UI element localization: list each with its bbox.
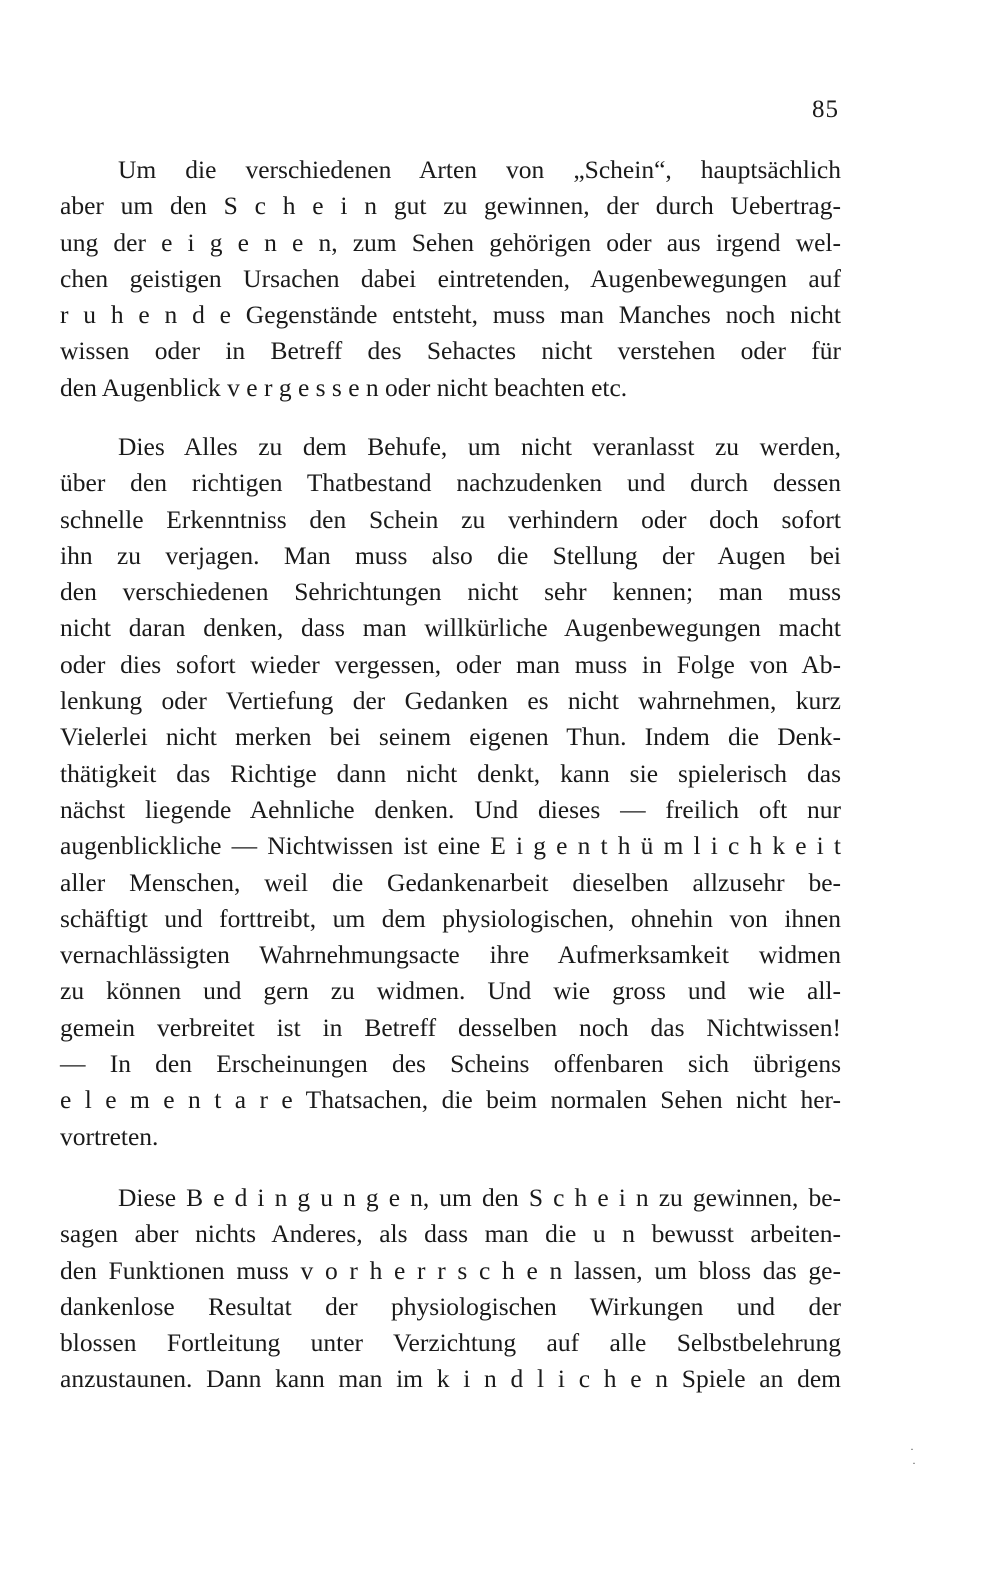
- text-line: Um die verschiedenen Arten von „Schein“, hauptsächlich: [118, 155, 841, 184]
- text-line: nächst liegende Aehnliche denken. Und dieses — freilich oft nur: [60, 794, 841, 824]
- text-line: e l e m e n t a r e Thatsachen, die beim normalen Sehen nicht her-: [60, 1085, 841, 1115]
- text-line: nicht daran denken, dass man willkürliche Augenbewegungen macht: [60, 613, 841, 643]
- text-line: sagen aber nichts Anderes, als dass man die u n bewusst arbeiten-: [60, 1219, 841, 1249]
- text-line: den Funktionen muss v o r h e r r s c h e n lassen, um bloss das ge-: [60, 1255, 841, 1285]
- scan-speck: ·: [912, 1456, 916, 1470]
- paragraph-2: [60, 429, 841, 1155]
- text-line: — In den Erscheinungen des Scheins offenbaren sich übrigens: [60, 1049, 841, 1079]
- text-line: ung der e i g e n e n, zum Sehen gehörigen oder aus irgend wel-: [60, 227, 841, 257]
- text-line: blossen Fortleitung unter Verzichtung auf alle Selbstbelehrung: [60, 1328, 841, 1358]
- text-line: gemein verbreitet ist in Betreff desselben noch das Nichtwissen!: [60, 1012, 841, 1042]
- text-line: dankenlose Resultat der physiologischen Wirkungen und der: [60, 1291, 841, 1321]
- text-line: zu können und gern zu widmen. Und wie gross und wie all-: [60, 976, 841, 1006]
- text-line: anzustaunen. Dann kann man im k i n d l i c h e n Spiele an dem: [60, 1364, 841, 1394]
- text-line: aller Menschen, weil die Gedankenarbeit dieselben allzusehr be-: [60, 867, 841, 897]
- text-line: r u h e n d e Gegenstände entsteht, muss man Manches noch nicht: [60, 300, 841, 330]
- page-number: 85: [812, 96, 839, 123]
- text-line: den verschiedenen Sehrichtungen nicht sehr kennen; man muss: [60, 577, 841, 607]
- text-line: über den richtigen Thatbestand nachzudenken und durch dessen: [60, 468, 841, 498]
- text-line: ihn zu verjagen. Man muss also die Stellung der Augen bei: [60, 540, 841, 570]
- scan-speck: ·: [910, 1442, 914, 1456]
- text-line: oder dies sofort wieder vergessen, oder man muss in Folge von Ab-: [60, 649, 841, 679]
- text-line: Dies Alles zu dem Behufe, um nicht veranlasst zu werden,: [118, 432, 841, 461]
- paragraph-3: [60, 1180, 841, 1398]
- text-line: schäftigt und forttreibt, um dem physiologischen, ohnehin von ihnen: [60, 903, 841, 933]
- text-line: wissen oder in Betreff des Sehactes nicht verstehen oder für: [60, 336, 841, 366]
- text-line: aber um den S c h e i n gut zu gewinnen, der durch Uebertrag-: [60, 191, 841, 221]
- text-line: Diese B e d i n g u n g e n, um den S c h e i n zu gewinnen, be-: [118, 1183, 841, 1212]
- text-line: chen geistigen Ursachen dabei eintretenden, Augenbewegungen auf: [60, 263, 841, 293]
- text-line: lenkung oder Vertiefung der Gedanken es nicht wahrnehmen, kurz: [60, 686, 841, 716]
- paragraph-1: [60, 152, 841, 406]
- text-line: schnelle Erkenntniss den Schein zu verhindern oder doch sofort: [60, 504, 841, 534]
- text-line: vernachlässigten Wahrnehmungsacte ihre Aufmerksamkeit widmen: [60, 940, 841, 970]
- text-line: den Augenblick v e r g e s s e n oder nicht beachten etc.: [60, 372, 628, 402]
- text-line: augenblickliche — Nichtwissen ist eine E i g e n t h ü m l i c h k e i t: [60, 831, 841, 861]
- text-line: thätigkeit das Richtige dann nicht denkt, kann sie spielerisch das: [60, 758, 841, 788]
- text-line: vortreten.: [60, 1121, 159, 1151]
- text-line: Vielerlei nicht merken bei seinem eigenen Thun. Indem die Denk-: [60, 722, 841, 752]
